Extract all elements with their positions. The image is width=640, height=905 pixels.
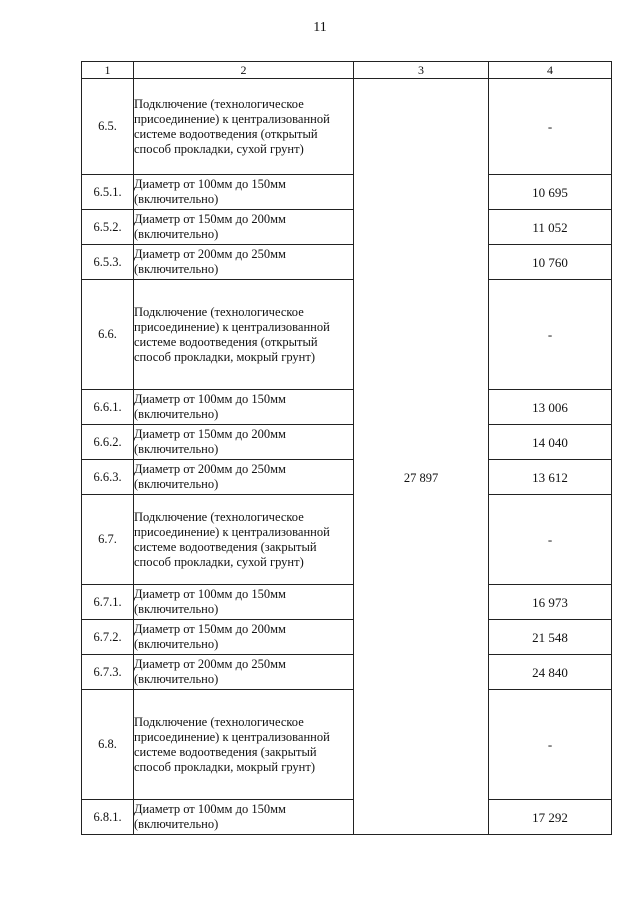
row-price: - — [489, 280, 612, 390]
table-row — [82, 655, 612, 690]
column-header: 1 — [82, 62, 134, 79]
row-number: 6.7.3. — [82, 655, 134, 690]
row-price: 11 052 — [489, 210, 612, 245]
column-header: 3 — [354, 62, 489, 79]
table-row — [82, 425, 612, 460]
table-row — [82, 585, 612, 620]
table-row — [82, 460, 612, 495]
row-number: 6.6. — [82, 280, 134, 390]
row-price: 21 548 — [489, 620, 612, 655]
table-row — [82, 280, 612, 390]
row-number: 6.7.1. — [82, 585, 134, 620]
row-description: Диаметр от 200мм до 250мм (включительно) — [134, 655, 354, 690]
row-description: Подключение (технологическое присоединение) к централизованной системе водоотведения (открытый способ прокладки, мокрый грунт) — [134, 280, 354, 390]
table-row — [82, 79, 612, 175]
row-number: 6.5. — [82, 79, 134, 175]
row-price: 17 292 — [489, 800, 612, 835]
row-description: Диаметр от 100мм до 150мм (включительно) — [134, 585, 354, 620]
row-description: Диаметр от 100мм до 150мм (включительно) — [134, 390, 354, 425]
tariff-table — [81, 61, 612, 835]
row-price: 13 006 — [489, 390, 612, 425]
row-number: 6.5.2. — [82, 210, 134, 245]
row-number: 6.5.1. — [82, 175, 134, 210]
row-price: 13 612 — [489, 460, 612, 495]
table-row — [82, 620, 612, 655]
column-header: 4 — [489, 62, 612, 79]
page-number: 11 — [313, 20, 327, 35]
row-description: Подключение (технологическое присоединение) к централизованной системе водоотведения (закрытый способ прокладки, мокрый грунт) — [134, 690, 354, 800]
row-price: 14 040 — [489, 425, 612, 460]
row-number: 6.5.3. — [82, 245, 134, 280]
row-price: 16 973 — [489, 585, 612, 620]
row-description: Диаметр от 150мм до 200мм (включительно) — [134, 210, 354, 245]
row-description: Подключение (технологическое присоединение) к централизованной системе водоотведения (открытый способ прокладки, сухой грунт) — [134, 79, 354, 175]
row-price: - — [489, 690, 612, 800]
row-number: 6.8. — [82, 690, 134, 800]
row-description: Диаметр от 150мм до 200мм (включительно) — [134, 425, 354, 460]
table-row — [82, 690, 612, 800]
row-description: Диаметр от 200мм до 250мм (включительно) — [134, 460, 354, 495]
row-price: 24 840 — [489, 655, 612, 690]
row-number: 6.7.2. — [82, 620, 134, 655]
row-number: 6.7. — [82, 495, 134, 585]
table-row — [82, 245, 612, 280]
row-price: - — [489, 79, 612, 175]
row-number: 6.8.1. — [82, 800, 134, 835]
row-description: Диаметр от 100мм до 150мм (включительно) — [134, 175, 354, 210]
row-description: Диаметр от 150мм до 200мм (включительно) — [134, 620, 354, 655]
row-number: 6.6.1. — [82, 390, 134, 425]
row-price: 10 760 — [489, 245, 612, 280]
row-price: - — [489, 495, 612, 585]
column-3-value-cell — [354, 79, 489, 835]
table-header-row — [82, 62, 612, 79]
row-number: 6.6.2. — [82, 425, 134, 460]
table-row — [82, 495, 612, 585]
table-row — [82, 390, 612, 425]
column-header: 2 — [134, 62, 354, 79]
row-price: 10 695 — [489, 175, 612, 210]
table-row — [82, 210, 612, 245]
column-3-value: 27 897 — [403, 471, 439, 485]
row-number: 6.6.3. — [82, 460, 134, 495]
table-row — [82, 175, 612, 210]
row-description: Диаметр от 200мм до 250мм (включительно) — [134, 245, 354, 280]
row-description: Подключение (технологическое присоединение) к централизованной системе водоотведения (закрытый способ прокладки, сухой грунт) — [134, 495, 354, 585]
row-description: Диаметр от 100мм до 150мм (включительно) — [134, 800, 354, 835]
table-row — [82, 800, 612, 835]
